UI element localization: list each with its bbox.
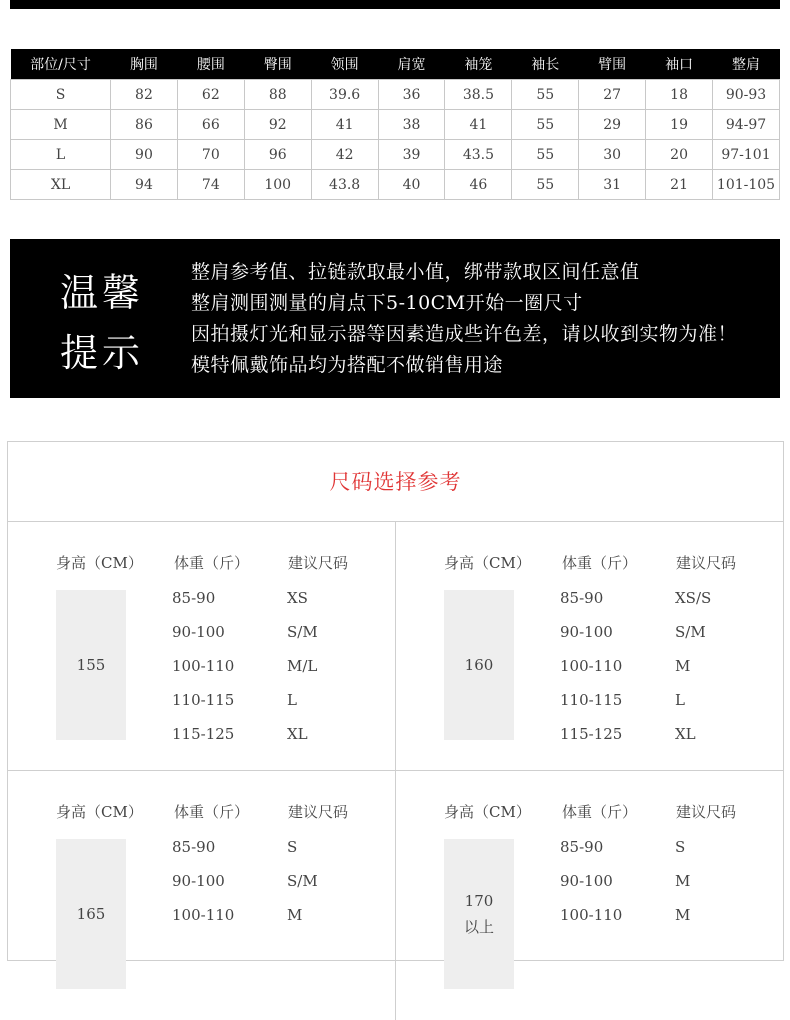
suggested-size: M (675, 657, 691, 675)
size-chart-row (11, 170, 780, 200)
weight-range: 100-110 (172, 906, 235, 924)
weight-range: 115-125 (560, 725, 623, 743)
height-value: 165 (76, 905, 106, 923)
weight-column-header: 体重（斤） (562, 554, 638, 572)
weight-size-row (396, 724, 784, 758)
weight-size-row (8, 690, 395, 724)
size-chart-cell: 40 (378, 170, 445, 200)
size-chart-cell: 66 (177, 110, 244, 140)
tips-list (191, 257, 737, 381)
weight-size-row (8, 656, 395, 690)
weight-column-header: 体重（斤） (174, 554, 250, 572)
size-chart-cell: 30 (579, 140, 646, 170)
size-chart-cell: 90-93 (713, 80, 780, 110)
size-chart-cell: 94-97 (713, 110, 780, 140)
size-chart-cell: 92 (244, 110, 311, 140)
weight-range: 90-100 (560, 872, 613, 890)
size-chart-cell: 82 (111, 80, 178, 110)
size-chart-cell: 62 (177, 80, 244, 110)
weight-range: 110-115 (172, 691, 235, 709)
size-column-header: 建议尺码 (288, 803, 349, 821)
suggested-size: L (287, 691, 297, 709)
height-value: 155 (76, 656, 106, 674)
weight-range: 100-110 (560, 657, 623, 675)
size-chart-cell: 88 (244, 80, 311, 110)
weight-size-list (396, 588, 784, 758)
size-chart-row (11, 140, 780, 170)
size-chart-cell: 29 (579, 110, 646, 140)
size-chart-cell: 19 (646, 110, 713, 140)
size-reference-title: 尺码选择参考 (8, 442, 783, 522)
weight-size-list (8, 588, 395, 758)
size-chart-cell: 55 (512, 110, 579, 140)
size-chart-header-cell: 袖口 (646, 49, 713, 80)
height-value: 170 (464, 892, 494, 910)
weight-range: 90-100 (560, 623, 613, 641)
size-chart-cell: 27 (579, 80, 646, 110)
weight-range: 85-90 (560, 589, 604, 607)
weight-size-row (396, 905, 784, 939)
weight-size-list (8, 837, 395, 939)
size-chart-header-cell: 部位/尺寸 (11, 49, 111, 80)
suggested-size: S (287, 838, 298, 856)
top-banner-strip (10, 0, 780, 9)
size-chart-cell: S (11, 80, 111, 110)
suggested-size: XS (287, 589, 308, 607)
height-group-165 (8, 771, 396, 1020)
weight-range: 100-110 (172, 657, 235, 675)
weight-range: 115-125 (172, 725, 235, 743)
weight-size-row (8, 905, 395, 939)
size-chart-header-row (11, 49, 780, 80)
size-chart-cell: 39.6 (311, 80, 378, 110)
weight-size-row (8, 871, 395, 905)
size-reference-panel (7, 441, 784, 961)
weight-range: 85-90 (172, 589, 216, 607)
size-chart-cell: M (11, 110, 111, 140)
weight-size-row (396, 622, 784, 656)
weight-column-header: 体重（斤） (174, 803, 250, 821)
suggested-size: L (675, 691, 685, 709)
weight-range: 90-100 (172, 872, 225, 890)
weight-size-row (396, 588, 784, 622)
size-chart-cell: L (11, 140, 111, 170)
tips-title-line1: 温馨 (60, 271, 145, 315)
size-chart-cell: 55 (512, 140, 579, 170)
weight-size-row (396, 871, 784, 905)
size-chart-cell: 20 (646, 140, 713, 170)
suggested-size: S/M (675, 623, 706, 641)
size-chart-cell: 38.5 (445, 80, 512, 110)
size-chart-header-cell: 胸围 (111, 49, 178, 80)
height-column-header: 身高（CM） (56, 803, 143, 821)
size-chart-cell: 39 (378, 140, 445, 170)
size-chart-cell: 42 (311, 140, 378, 170)
suggested-size: M (675, 872, 691, 890)
weight-range: 90-100 (172, 623, 225, 641)
suggested-size: M (287, 906, 303, 924)
height-column-header: 身高（CM） (444, 554, 531, 572)
suggested-size: XS/S (675, 589, 712, 607)
weight-size-row (396, 690, 784, 724)
weight-size-list (396, 837, 784, 939)
size-chart-cell: 18 (646, 80, 713, 110)
size-chart-header-cell: 臀围 (244, 49, 311, 80)
tips-title-line2: 提示 (60, 331, 145, 375)
size-chart-table (10, 49, 780, 200)
size-chart-cell: 43.8 (311, 170, 378, 200)
suggested-size: S/M (287, 872, 318, 890)
weight-size-row (8, 588, 395, 622)
tip-line: 整肩测围测量的肩点下5-10CM开始一圈尺寸 (191, 292, 583, 314)
height-group-160 (396, 522, 784, 771)
size-chart-header-cell: 袖长 (512, 49, 579, 80)
size-chart-cell: 21 (646, 170, 713, 200)
tip-line: 整肩参考值、拉链款取最小值，绑带款取区间任意值 (191, 261, 640, 283)
weight-range: 110-115 (560, 691, 623, 709)
size-chart-cell: 100 (244, 170, 311, 200)
size-column-header: 建议尺码 (676, 554, 737, 572)
tips-title (60, 263, 160, 383)
suggested-size: XL (287, 725, 308, 743)
size-chart-cell: 36 (378, 80, 445, 110)
tip-line: 因拍摄灯光和显示器等因素造成些许色差，请以收到实物为准！ (191, 323, 738, 345)
tips-box (10, 239, 780, 398)
tip-line: 模特佩戴饰品均为搭配不做销售用途 (191, 354, 504, 376)
size-chart-header-cell: 袖笼 (445, 49, 512, 80)
height-column-header: 身高（CM） (444, 803, 531, 821)
size-chart-header-cell: 整肩 (713, 49, 780, 80)
weight-size-row (8, 837, 395, 871)
size-chart-cell: 96 (244, 140, 311, 170)
size-chart-header-cell: 腰围 (177, 49, 244, 80)
size-chart-row (11, 110, 780, 140)
weight-range: 100-110 (560, 906, 623, 924)
size-chart-cell: 31 (579, 170, 646, 200)
size-chart-cell: 38 (378, 110, 445, 140)
size-chart-cell: 97-101 (713, 140, 780, 170)
suggested-size: M/L (287, 657, 318, 675)
size-chart-cell: 90 (111, 140, 178, 170)
height-value-suffix: 以上 (463, 918, 494, 936)
weight-column-header: 体重（斤） (562, 803, 638, 821)
size-chart-cell: 70 (177, 140, 244, 170)
weight-range: 85-90 (172, 838, 216, 856)
size-chart-cell: 41 (311, 110, 378, 140)
size-chart-cell: XL (11, 170, 111, 200)
weight-size-row (396, 837, 784, 871)
suggested-size: XL (675, 725, 696, 743)
size-chart-header-cell: 肩宽 (378, 49, 445, 80)
size-chart-header-cell: 臂围 (579, 49, 646, 80)
size-chart-cell: 46 (445, 170, 512, 200)
weight-size-row (8, 622, 395, 656)
size-chart-cell: 86 (111, 110, 178, 140)
size-chart-cell: 55 (512, 170, 579, 200)
size-column-header: 建议尺码 (676, 803, 737, 821)
weight-size-row (396, 656, 784, 690)
size-chart-row (11, 80, 780, 110)
size-chart-cell: 74 (177, 170, 244, 200)
weight-size-row (8, 724, 395, 758)
size-column-header: 建议尺码 (288, 554, 349, 572)
height-group-170 (396, 771, 784, 1020)
weight-range: 85-90 (560, 838, 604, 856)
suggested-size: S/M (287, 623, 318, 641)
size-chart-cell: 94 (111, 170, 178, 200)
size-chart-cell: 101-105 (713, 170, 780, 200)
suggested-size: M (675, 906, 691, 924)
size-chart-cell: 43.5 (445, 140, 512, 170)
size-chart-cell: 41 (445, 110, 512, 140)
size-chart-header-cell: 领围 (311, 49, 378, 80)
suggested-size: S (675, 838, 686, 856)
height-column-header: 身高（CM） (56, 554, 143, 572)
height-group-155 (8, 522, 396, 771)
height-value: 160 (464, 656, 494, 674)
size-chart-cell: 55 (512, 80, 579, 110)
